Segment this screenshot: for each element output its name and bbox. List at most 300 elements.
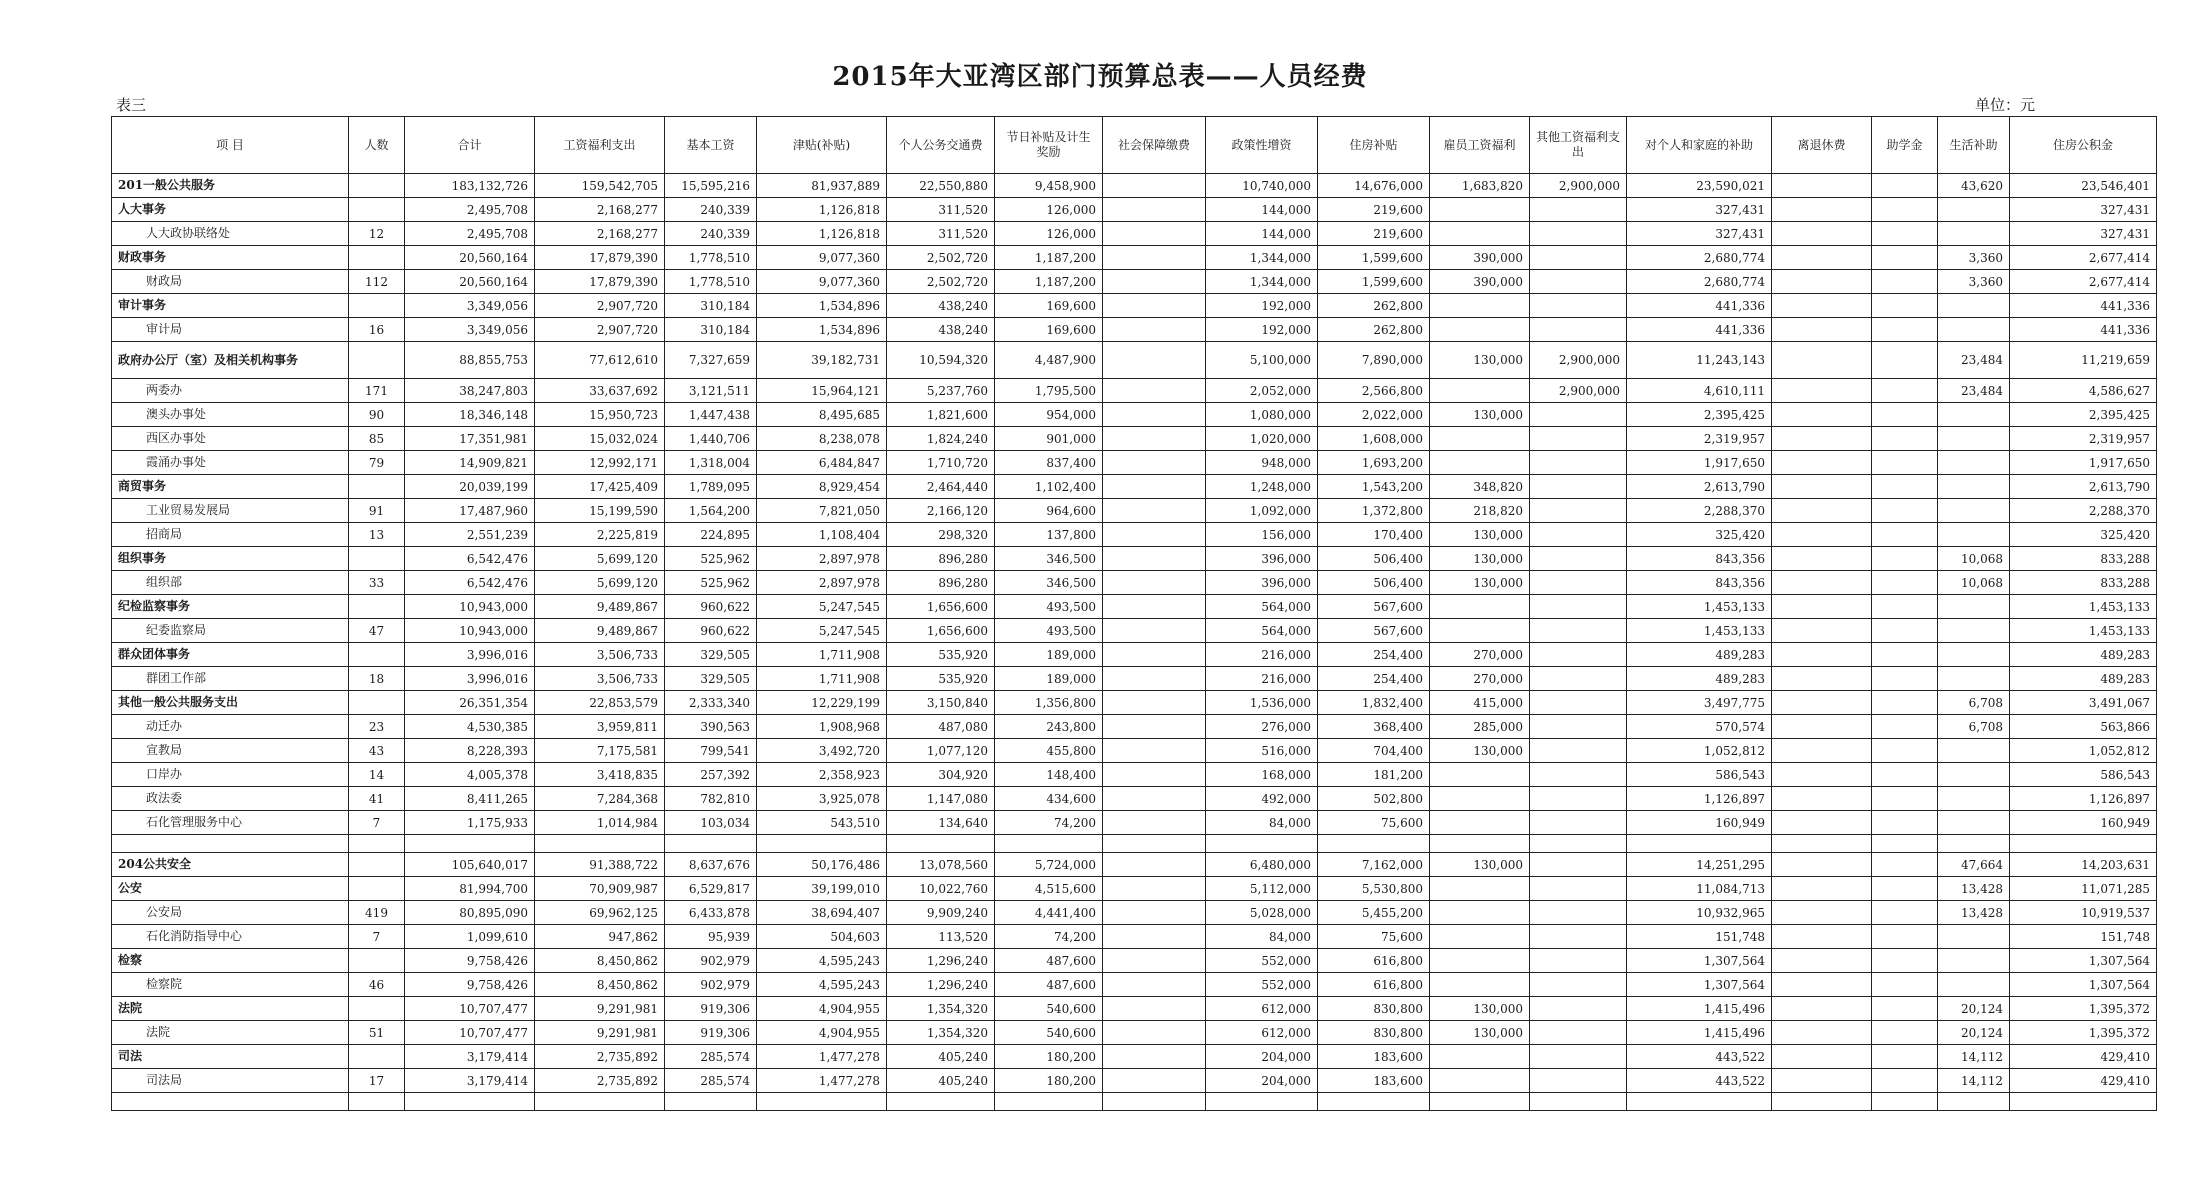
row-value-cell: 1,778,510 xyxy=(665,270,757,294)
row-value-cell: 833,288 xyxy=(2010,571,2157,595)
row-value-cell xyxy=(1530,222,1627,246)
row-value-cell xyxy=(1103,619,1206,643)
row-value-cell xyxy=(1872,246,1938,270)
row-value-cell xyxy=(1430,835,1530,853)
table-label: 表三 xyxy=(116,96,147,114)
row-value-cell: 5,247,545 xyxy=(757,619,887,643)
row-item-name: 法院 xyxy=(112,997,349,1021)
row-value-cell: 368,400 xyxy=(1318,715,1430,739)
row-value-cell xyxy=(1430,901,1530,925)
row-value-cell: 3,959,811 xyxy=(535,715,665,739)
row-value-cell xyxy=(1872,342,1938,379)
row-value-cell xyxy=(2010,835,2157,853)
row-value-cell xyxy=(1772,853,1872,877)
row-value-cell: 2,333,340 xyxy=(665,691,757,715)
table-row xyxy=(112,925,2157,949)
row-value-cell: 902,979 xyxy=(665,973,757,997)
row-value-cell: 2,907,720 xyxy=(535,294,665,318)
row-value-cell: 160,949 xyxy=(1627,811,1772,835)
row-value-cell xyxy=(995,835,1103,853)
row-item-name: 组织部 xyxy=(112,571,349,595)
row-value-cell: 75,600 xyxy=(1318,925,1430,949)
row-value-cell: 105,640,017 xyxy=(405,853,535,877)
row-item-name: 招商局 xyxy=(112,523,349,547)
row-value-cell: 3,996,016 xyxy=(405,667,535,691)
row-value-cell: 183,600 xyxy=(1318,1069,1430,1093)
row-value-cell: 126,000 xyxy=(995,198,1103,222)
row-persons: 17 xyxy=(349,1069,405,1093)
row-value-cell xyxy=(1103,949,1206,973)
row-persons: 91 xyxy=(349,499,405,523)
row-value-cell: 144,000 xyxy=(1206,222,1318,246)
row-value-cell: 405,240 xyxy=(887,1069,995,1093)
table-row xyxy=(112,222,2157,246)
row-value-cell xyxy=(1103,523,1206,547)
row-item-name: 口岸办 xyxy=(112,763,349,787)
row-value-cell xyxy=(1938,811,2010,835)
row-value-cell: 18,346,148 xyxy=(405,403,535,427)
row-value-cell: 14,203,631 xyxy=(2010,853,2157,877)
row-value-cell: 10,707,477 xyxy=(405,997,535,1021)
table-row xyxy=(112,619,2157,643)
row-value-cell: 506,400 xyxy=(1318,547,1430,571)
row-value-cell: 948,000 xyxy=(1206,451,1318,475)
row-value-cell: 17,879,390 xyxy=(535,246,665,270)
row-value-cell xyxy=(1430,949,1530,973)
row-value-cell: 1,599,600 xyxy=(1318,270,1430,294)
row-value-cell xyxy=(1530,763,1627,787)
row-value-cell xyxy=(1530,997,1627,1021)
row-value-cell xyxy=(1772,246,1872,270)
row-value-cell xyxy=(1872,595,1938,619)
row-value-cell: 144,000 xyxy=(1206,198,1318,222)
row-value-cell: 6,484,847 xyxy=(757,451,887,475)
row-value-cell: 1,821,600 xyxy=(887,403,995,427)
row-value-cell xyxy=(1530,877,1627,901)
row-value-cell xyxy=(1872,427,1938,451)
row-value-cell: 7,175,581 xyxy=(535,739,665,763)
row-value-cell: 2,613,790 xyxy=(2010,475,2157,499)
row-value-cell: 535,920 xyxy=(887,643,995,667)
unit-label: 单位：元 xyxy=(1975,96,2036,114)
row-value-cell xyxy=(1103,787,1206,811)
row-value-cell: 74,200 xyxy=(995,925,1103,949)
row-value-cell xyxy=(1872,853,1938,877)
table-row xyxy=(112,853,2157,877)
row-value-cell xyxy=(1938,595,2010,619)
table-row xyxy=(112,547,2157,571)
row-persons xyxy=(349,949,405,973)
row-value-cell: 254,400 xyxy=(1318,643,1430,667)
row-value-cell: 1,917,650 xyxy=(1627,451,1772,475)
row-value-cell: 6,433,878 xyxy=(665,901,757,925)
row-value-cell xyxy=(1530,294,1627,318)
table-row xyxy=(112,973,2157,997)
row-persons xyxy=(349,246,405,270)
row-persons: 14 xyxy=(349,763,405,787)
row-item-name: 201一般公共服务 xyxy=(112,174,349,198)
row-value-cell: 17,487,960 xyxy=(405,499,535,523)
row-value-cell xyxy=(1430,294,1530,318)
row-value-cell xyxy=(1772,997,1872,1021)
row-value-cell: 502,800 xyxy=(1318,787,1430,811)
row-value-cell: 310,184 xyxy=(665,294,757,318)
row-value-cell: 130,000 xyxy=(1430,547,1530,571)
row-value-cell: 7,890,000 xyxy=(1318,342,1430,379)
row-value-cell: 552,000 xyxy=(1206,973,1318,997)
row-value-cell xyxy=(1872,925,1938,949)
row-value-cell xyxy=(1872,475,1938,499)
row-value-cell xyxy=(1772,619,1872,643)
table-row xyxy=(112,571,2157,595)
row-value-cell xyxy=(1872,174,1938,198)
row-value-cell: 183,132,726 xyxy=(405,174,535,198)
row-value-cell xyxy=(1103,403,1206,427)
row-value-cell: 516,000 xyxy=(1206,739,1318,763)
row-value-cell xyxy=(1430,1069,1530,1093)
row-value-cell xyxy=(1103,997,1206,1021)
row-value-cell xyxy=(1318,835,1430,853)
row-value-cell xyxy=(1872,451,1938,475)
row-item-name: 石化管理服务中心 xyxy=(112,811,349,835)
row-value-cell: 327,431 xyxy=(1627,198,1772,222)
row-persons: 85 xyxy=(349,427,405,451)
row-value-cell: 2,395,425 xyxy=(1627,403,1772,427)
row-value-cell: 6,542,476 xyxy=(405,571,535,595)
row-value-cell: 1,077,120 xyxy=(887,739,995,763)
row-value-cell xyxy=(1772,294,1872,318)
row-value-cell xyxy=(1103,1093,1206,1111)
row-value-cell xyxy=(1938,1093,2010,1111)
row-value-cell xyxy=(535,1093,665,1111)
row-value-cell xyxy=(1530,499,1627,523)
row-value-cell xyxy=(1772,835,1872,853)
spacer-row xyxy=(112,1093,2157,1111)
row-value-cell xyxy=(1103,342,1206,379)
row-value-cell xyxy=(1103,667,1206,691)
row-value-cell: 5,699,120 xyxy=(535,571,665,595)
row-value-cell: 20,039,199 xyxy=(405,475,535,499)
row-value-cell: 1,307,564 xyxy=(2010,973,2157,997)
table-body xyxy=(112,174,2157,1111)
row-value-cell: 11,084,713 xyxy=(1627,877,1772,901)
row-persons xyxy=(349,595,405,619)
row-value-cell xyxy=(1206,1093,1318,1111)
row-value-cell: 189,000 xyxy=(995,643,1103,667)
row-value-cell xyxy=(1772,427,1872,451)
row-value-cell xyxy=(1430,379,1530,403)
row-value-cell: 443,522 xyxy=(1627,1069,1772,1093)
row-value-cell xyxy=(1872,198,1938,222)
row-value-cell: 285,000 xyxy=(1430,715,1530,739)
row-value-cell xyxy=(887,1093,995,1111)
row-value-cell: 4,904,955 xyxy=(757,997,887,1021)
table-row xyxy=(112,739,2157,763)
row-value-cell xyxy=(1103,925,1206,949)
row-value-cell xyxy=(1772,595,1872,619)
row-value-cell: 396,000 xyxy=(1206,571,1318,595)
row-value-cell xyxy=(1938,949,2010,973)
table-row xyxy=(112,294,2157,318)
row-value-cell: 8,228,393 xyxy=(405,739,535,763)
row-value-cell: 346,500 xyxy=(995,547,1103,571)
row-value-cell xyxy=(1938,318,2010,342)
row-value-cell xyxy=(1772,1045,1872,1069)
row-value-cell xyxy=(1872,811,1938,835)
row-value-cell: 896,280 xyxy=(887,547,995,571)
row-value-cell: 919,306 xyxy=(665,1021,757,1045)
row-value-cell xyxy=(405,835,535,853)
row-value-cell: 2,551,239 xyxy=(405,523,535,547)
row-value-cell: 88,855,753 xyxy=(405,342,535,379)
row-value-cell: 570,574 xyxy=(1627,715,1772,739)
row-value-cell: 1,296,240 xyxy=(887,949,995,973)
row-value-cell: 9,458,900 xyxy=(995,174,1103,198)
row-value-cell: 837,400 xyxy=(995,451,1103,475)
row-value-cell xyxy=(1772,1021,1872,1045)
row-value-cell: 257,392 xyxy=(665,763,757,787)
row-value-cell: 130,000 xyxy=(1430,853,1530,877)
row-value-cell: 7,284,368 xyxy=(535,787,665,811)
row-item-name: 司法 xyxy=(112,1045,349,1069)
row-value-cell xyxy=(1627,835,1772,853)
row-value-cell: 1,102,400 xyxy=(995,475,1103,499)
row-value-cell: 616,800 xyxy=(1318,949,1430,973)
table-row xyxy=(112,198,2157,222)
row-item-name: 纪委监察局 xyxy=(112,619,349,643)
row-value-cell xyxy=(1938,763,2010,787)
row-value-cell: 1,395,372 xyxy=(2010,1021,2157,1045)
column-header: 生活补助 xyxy=(1938,117,2010,174)
row-value-cell: 20,124 xyxy=(1938,997,2010,1021)
row-value-cell: 2,464,440 xyxy=(887,475,995,499)
row-item-name: 财政局 xyxy=(112,270,349,294)
row-value-cell: 1,248,000 xyxy=(1206,475,1318,499)
row-value-cell: 3,418,835 xyxy=(535,763,665,787)
row-value-cell xyxy=(1103,901,1206,925)
row-value-cell: 1,318,004 xyxy=(665,451,757,475)
table-row xyxy=(112,379,2157,403)
row-value-cell xyxy=(1938,198,2010,222)
row-value-cell: 564,000 xyxy=(1206,619,1318,643)
row-value-cell: 5,028,000 xyxy=(1206,901,1318,925)
row-value-cell: 3,349,056 xyxy=(405,318,535,342)
row-value-cell: 1,908,968 xyxy=(757,715,887,739)
row-value-cell: 168,000 xyxy=(1206,763,1318,787)
row-value-cell: 10,919,537 xyxy=(2010,901,2157,925)
row-value-cell: 830,800 xyxy=(1318,997,1430,1021)
row-value-cell: 17,351,981 xyxy=(405,427,535,451)
row-value-cell: 10,068 xyxy=(1938,571,2010,595)
row-value-cell xyxy=(1430,925,1530,949)
row-value-cell xyxy=(1872,1093,1938,1111)
row-value-cell: 1,683,820 xyxy=(1430,174,1530,198)
row-value-cell: 1,543,200 xyxy=(1318,475,1430,499)
row-value-cell: 189,000 xyxy=(995,667,1103,691)
row-item-name: 霞涌办事处 xyxy=(112,451,349,475)
row-value-cell: 17,425,409 xyxy=(535,475,665,499)
row-value-cell: 20,124 xyxy=(1938,1021,2010,1045)
row-value-cell xyxy=(665,1093,757,1111)
row-persons xyxy=(349,835,405,853)
row-value-cell: 2,680,774 xyxy=(1627,270,1772,294)
row-value-cell xyxy=(1872,403,1938,427)
row-value-cell: 23,590,021 xyxy=(1627,174,1772,198)
row-value-cell: 4,487,900 xyxy=(995,342,1103,379)
row-value-cell: 612,000 xyxy=(1206,997,1318,1021)
row-persons xyxy=(349,547,405,571)
row-value-cell xyxy=(1872,877,1938,901)
column-header: 个人公务交通费 xyxy=(887,117,995,174)
row-value-cell: 1,052,812 xyxy=(2010,739,2157,763)
row-value-cell: 3,925,078 xyxy=(757,787,887,811)
row-value-cell: 9,758,426 xyxy=(405,973,535,997)
row-value-cell xyxy=(1938,222,2010,246)
row-value-cell xyxy=(1872,1045,1938,1069)
row-value-cell: 2,166,120 xyxy=(887,499,995,523)
row-value-cell: 2,168,277 xyxy=(535,198,665,222)
row-value-cell: 704,400 xyxy=(1318,739,1430,763)
row-value-cell: 493,500 xyxy=(995,619,1103,643)
column-header: 项 目 xyxy=(112,117,349,174)
row-value-cell: 2,677,414 xyxy=(2010,246,2157,270)
row-value-cell xyxy=(1530,667,1627,691)
row-value-cell xyxy=(1872,222,1938,246)
row-value-cell: 487,600 xyxy=(995,949,1103,973)
row-value-cell xyxy=(1530,691,1627,715)
row-value-cell: 81,994,700 xyxy=(405,877,535,901)
row-value-cell: 1,917,650 xyxy=(2010,451,2157,475)
row-value-cell: 10,707,477 xyxy=(405,1021,535,1045)
row-value-cell xyxy=(1772,174,1872,198)
row-value-cell xyxy=(1103,595,1206,619)
row-value-cell xyxy=(1530,475,1627,499)
row-value-cell: 33,637,692 xyxy=(535,379,665,403)
row-value-cell xyxy=(1772,270,1872,294)
row-persons: 41 xyxy=(349,787,405,811)
row-value-cell xyxy=(1430,619,1530,643)
row-value-cell: 1,147,080 xyxy=(887,787,995,811)
row-value-cell xyxy=(1530,643,1627,667)
row-value-cell xyxy=(1530,619,1627,643)
row-value-cell xyxy=(1872,571,1938,595)
row-value-cell: 2,395,425 xyxy=(2010,403,2157,427)
row-value-cell: 1,126,897 xyxy=(2010,787,2157,811)
row-value-cell xyxy=(1103,715,1206,739)
row-value-cell: 489,283 xyxy=(2010,667,2157,691)
row-value-cell: 489,283 xyxy=(1627,643,1772,667)
row-value-cell: 1,092,000 xyxy=(1206,499,1318,523)
row-value-cell: 77,612,610 xyxy=(535,342,665,379)
row-value-cell xyxy=(1872,949,1938,973)
row-value-cell: 1,187,200 xyxy=(995,270,1103,294)
row-value-cell xyxy=(1318,1093,1430,1111)
row-value-cell xyxy=(1772,342,1872,379)
row-value-cell: 896,280 xyxy=(887,571,995,595)
row-item-name: 西区办事处 xyxy=(112,427,349,451)
table-row xyxy=(112,997,2157,1021)
row-value-cell: 586,543 xyxy=(2010,763,2157,787)
row-persons: 90 xyxy=(349,403,405,427)
row-value-cell xyxy=(405,1093,535,1111)
row-value-cell: 1,052,812 xyxy=(1627,739,1772,763)
row-value-cell: 830,800 xyxy=(1318,1021,1430,1045)
row-value-cell: 833,288 xyxy=(2010,547,2157,571)
row-persons xyxy=(349,643,405,667)
table-header-row xyxy=(112,117,2157,174)
column-header: 基本工资 xyxy=(665,117,757,174)
row-value-cell xyxy=(1872,667,1938,691)
row-value-cell xyxy=(1103,222,1206,246)
row-value-cell: 70,909,987 xyxy=(535,877,665,901)
row-value-cell xyxy=(1872,318,1938,342)
row-value-cell xyxy=(1872,547,1938,571)
table-row xyxy=(112,1045,2157,1069)
row-value-cell: 5,455,200 xyxy=(1318,901,1430,925)
column-header: 住房补贴 xyxy=(1318,117,1430,174)
row-value-cell: 276,000 xyxy=(1206,715,1318,739)
row-persons: 18 xyxy=(349,667,405,691)
row-value-cell: 6,529,817 xyxy=(665,877,757,901)
row-value-cell: 4,515,600 xyxy=(995,877,1103,901)
row-value-cell xyxy=(1772,739,1872,763)
row-value-cell xyxy=(1938,925,2010,949)
row-value-cell: 947,862 xyxy=(535,925,665,949)
row-value-cell xyxy=(1772,973,1872,997)
row-value-cell: 204,000 xyxy=(1206,1045,1318,1069)
row-value-cell xyxy=(1530,403,1627,427)
row-value-cell xyxy=(1772,547,1872,571)
row-value-cell xyxy=(1430,451,1530,475)
row-value-cell: 13,428 xyxy=(1938,877,2010,901)
row-value-cell xyxy=(1772,451,1872,475)
row-value-cell: 126,000 xyxy=(995,222,1103,246)
row-value-cell: 285,574 xyxy=(665,1045,757,1069)
row-value-cell: 540,600 xyxy=(995,1021,1103,1045)
row-value-cell: 2,288,370 xyxy=(2010,499,2157,523)
row-value-cell xyxy=(1530,451,1627,475)
row-value-cell: 1,789,095 xyxy=(665,475,757,499)
column-header: 对个人和家庭的补助 xyxy=(1627,117,1772,174)
row-value-cell: 10,068 xyxy=(1938,547,2010,571)
row-value-cell: 2,735,892 xyxy=(535,1069,665,1093)
row-value-cell: 1,099,610 xyxy=(405,925,535,949)
row-value-cell xyxy=(1872,270,1938,294)
row-value-cell: 1,453,133 xyxy=(2010,619,2157,643)
row-value-cell: 13,078,560 xyxy=(887,853,995,877)
row-value-cell: 169,600 xyxy=(995,294,1103,318)
row-value-cell: 2,225,819 xyxy=(535,523,665,547)
row-value-cell: 216,000 xyxy=(1206,667,1318,691)
row-value-cell: 8,495,685 xyxy=(757,403,887,427)
row-value-cell: 543,510 xyxy=(757,811,887,835)
table-row xyxy=(112,1021,2157,1045)
row-value-cell xyxy=(887,835,995,853)
row-value-cell xyxy=(1772,499,1872,523)
row-item-name: 审计局 xyxy=(112,318,349,342)
row-value-cell xyxy=(995,1093,1103,1111)
row-value-cell: 506,400 xyxy=(1318,571,1430,595)
row-value-cell xyxy=(1530,427,1627,451)
row-value-cell: 130,000 xyxy=(1430,997,1530,1021)
row-item-name: 其他一般公共服务支出 xyxy=(112,691,349,715)
column-header: 合计 xyxy=(405,117,535,174)
row-value-cell: 2,358,923 xyxy=(757,763,887,787)
row-value-cell: 311,520 xyxy=(887,198,995,222)
row-value-cell: 1,693,200 xyxy=(1318,451,1430,475)
row-persons xyxy=(349,1093,405,1111)
row-value-cell: 6,708 xyxy=(1938,691,2010,715)
